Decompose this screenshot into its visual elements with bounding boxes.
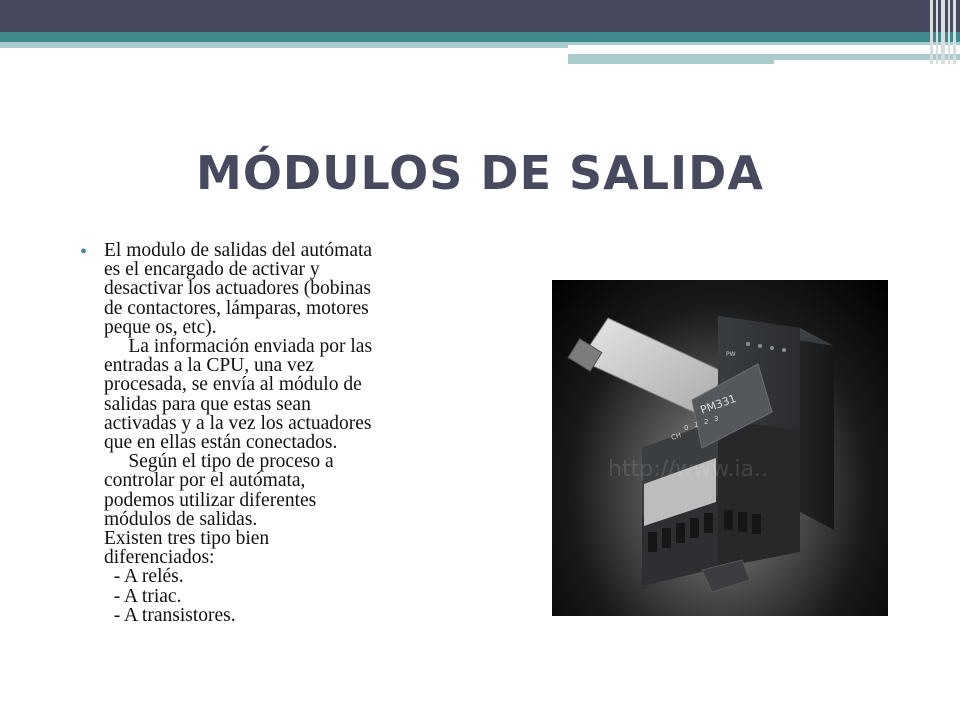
plc-output-module-photo [552,280,888,616]
body-line: que en ellas están conectados. [104,432,338,454]
channel-number: 2 [704,418,709,426]
body-line: - A triac. [104,585,182,607]
body-line: El modulo de salidas del autómata [104,240,373,261]
module-side [800,328,834,530]
body-line: controlar por el autómata, [104,470,306,492]
body-line: - A transistores. [104,604,236,626]
body-line: peque os, etc). [104,316,217,338]
led-label: PW [726,351,736,358]
body-line: Según el tipo de proceso a [104,451,334,473]
slide-title: MÓDULOS DE SALIDA [196,146,764,200]
module-model-label: PM331 [698,391,738,417]
channel-number: 0 [684,424,689,432]
header-band-pale-right [568,42,960,45]
body-line: salidas para que estas sean [104,393,311,415]
body-line: - A relés. [104,566,184,588]
header-band-dark [0,0,960,32]
body-line: diferenciados: [104,547,215,569]
body-line: de contactores, lámparas, motores [104,297,369,319]
body-line: desactivar los actuadores (bobinas [104,278,371,300]
body-text [104,241,464,625]
body-line: es el encargado de activar y [104,259,320,281]
plc-module-illustration [552,280,888,616]
body-line: módulos de salidas. [104,508,258,530]
header-band-pale [0,42,568,48]
watermark-text: http://www.ia.. [608,457,768,482]
body-line: procesada, se envía al módulo de [104,374,362,396]
header-band-teal [0,32,960,42]
header-white-line [570,50,888,53]
channel-number: 1 [694,421,699,429]
body-line: podemos utilizar diferentes [104,489,317,511]
body-line: La información enviada por las [104,336,373,358]
module-lower-right [718,420,800,568]
header-step-left [568,54,774,64]
body-line: activadas y a la vez los actuadores [104,412,372,434]
body-line: entradas a la CPU, una vez [104,355,315,377]
header-stripes [928,0,960,64]
body-line: Existen tres tipo bien [104,528,270,550]
bullet-marker: • [80,241,88,263]
channel-number: 3 [714,415,719,423]
channel-label: CH [670,431,683,442]
